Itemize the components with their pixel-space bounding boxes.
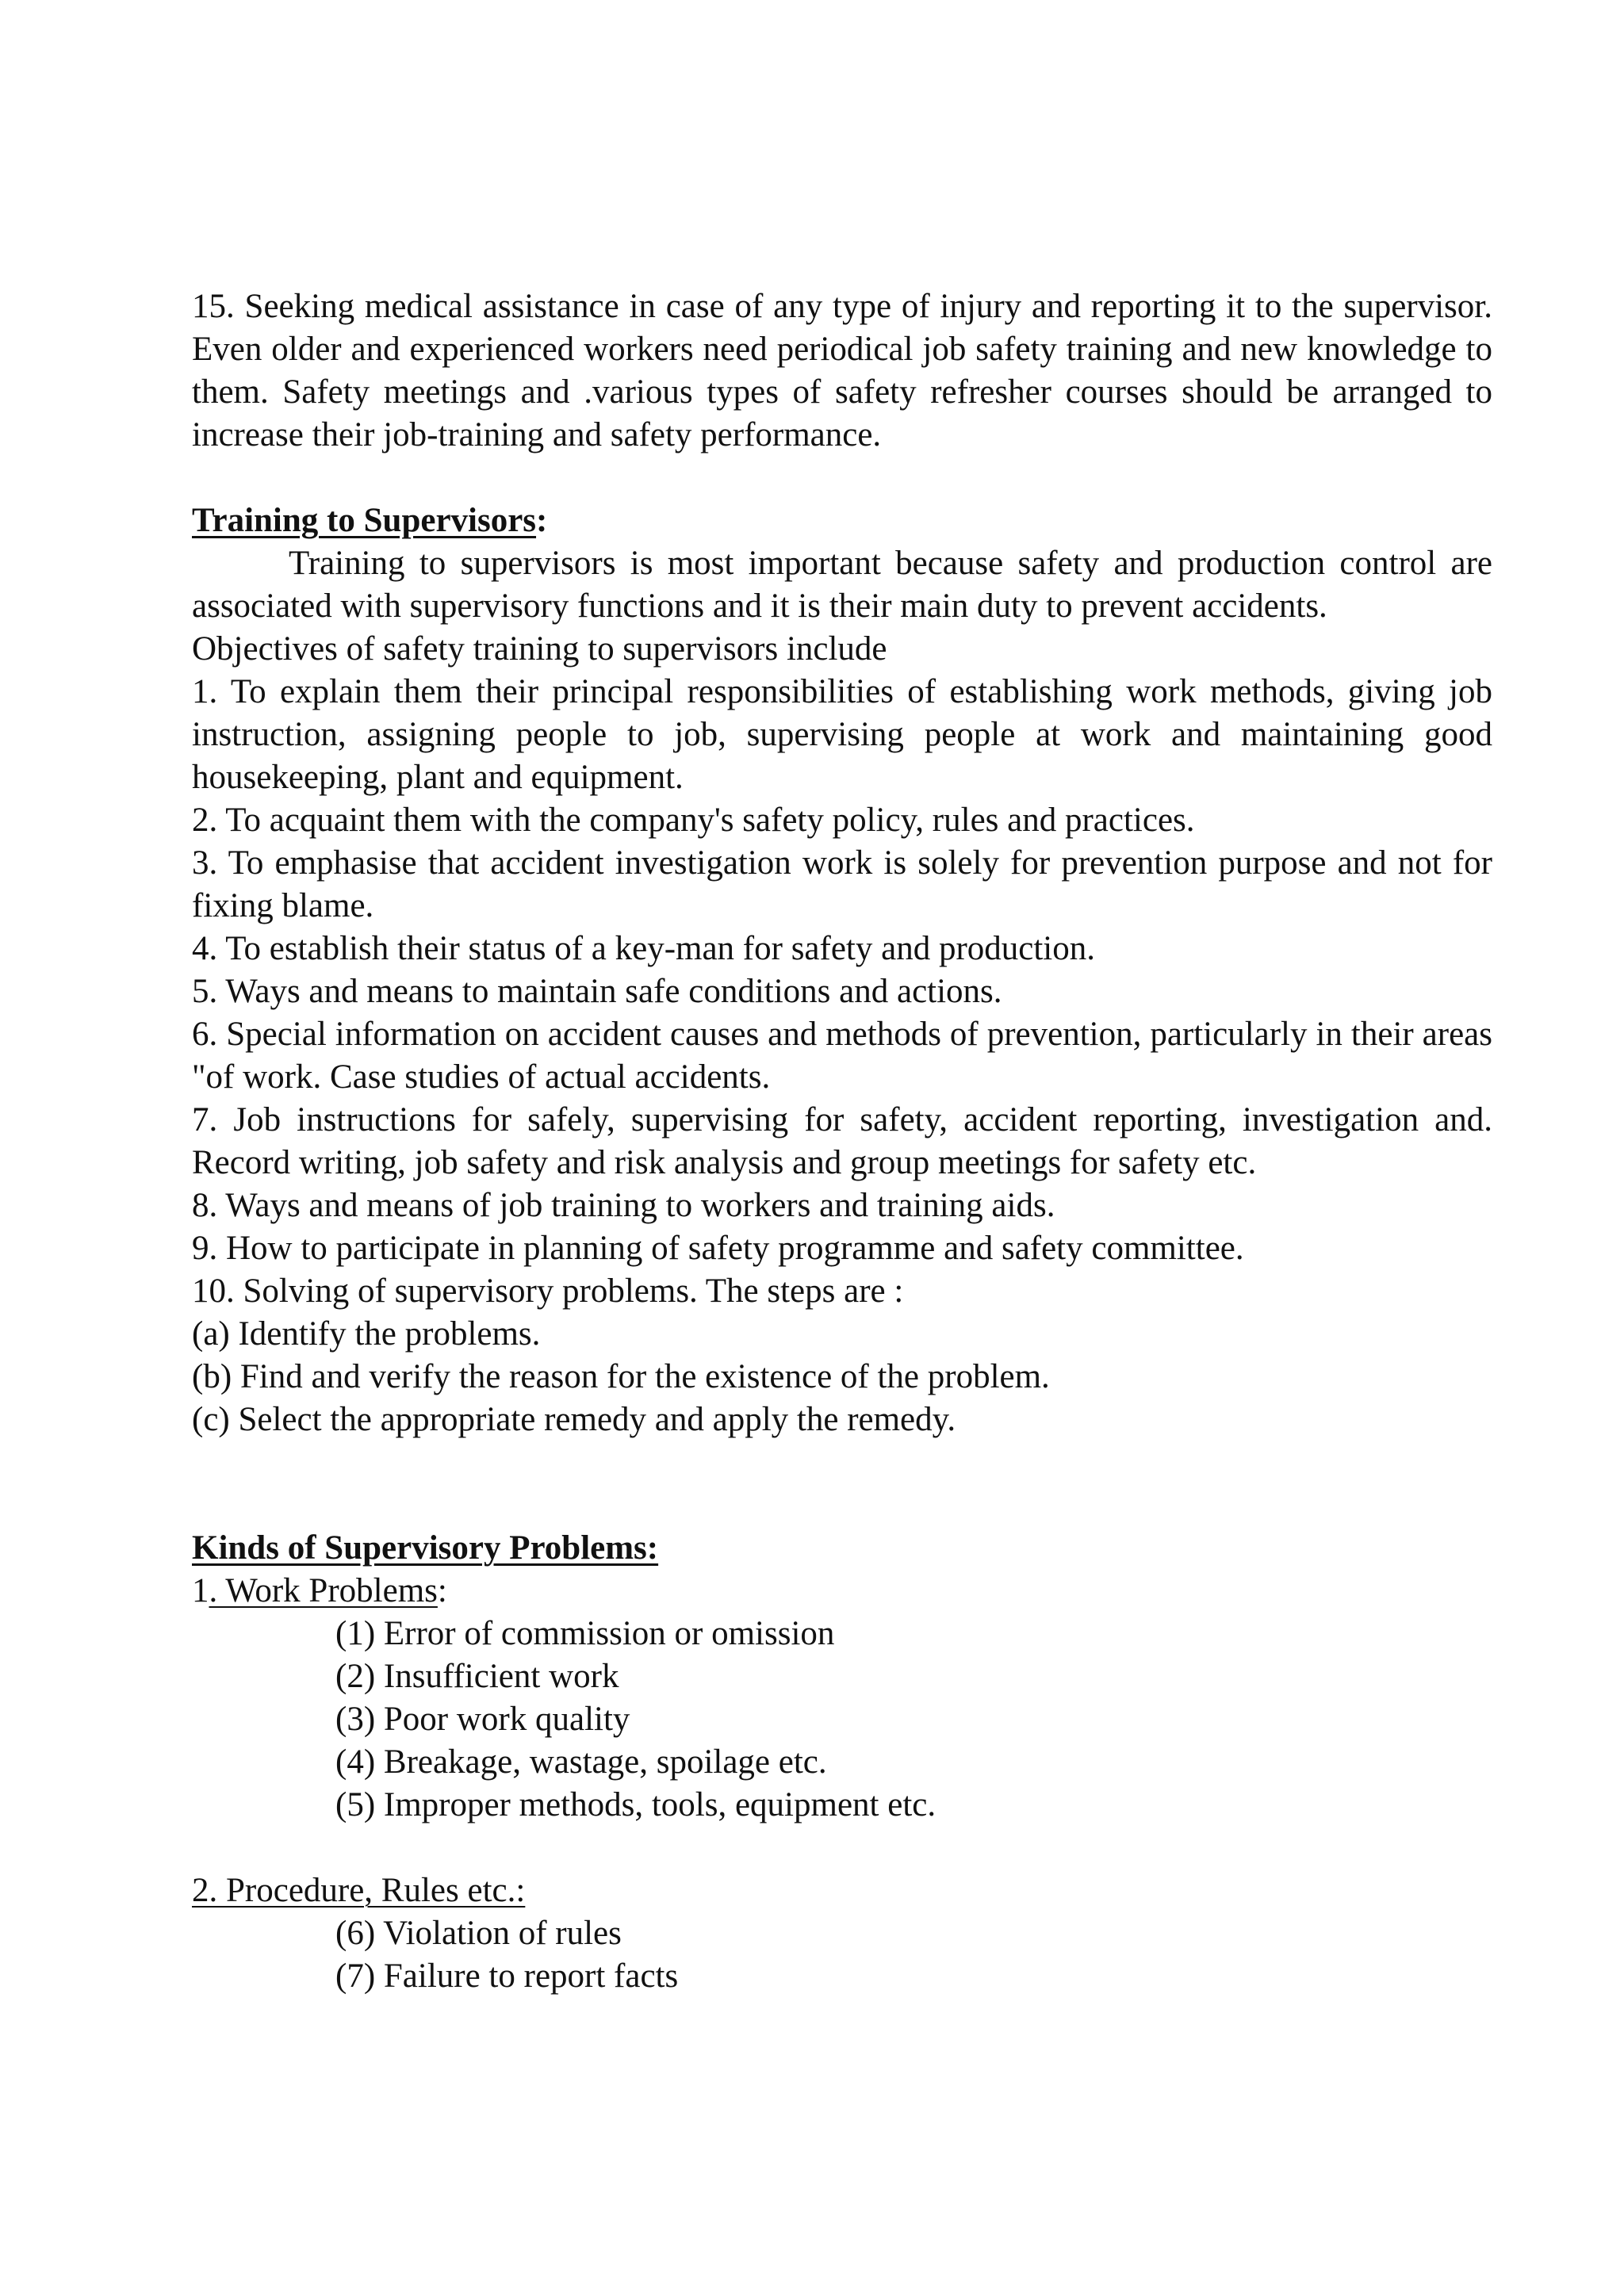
- objective-item: 7. Job instructions for safely, supervising for safety, accident reporting, investigation and. Record writing, job safety and risk analysis and group meetings for safety etc.: [192, 1101, 1492, 1181]
- objective-item: 6. Special information on accident causes and methods of prevention, particularly in their areas "of work. Case studies of actual accidents.: [192, 1016, 1492, 1096]
- work-problems-title: [192, 1570, 1492, 1613]
- objective-item: 4. To establish their status of a key-man for safety and production.: [192, 930, 1095, 967]
- kinds-heading: [192, 1527, 1492, 1570]
- objective-item: 2. To acquaint them with the company's safety policy, rules and practices.: [192, 802, 1195, 839]
- objective-item: 10. Solving of supervisory problems. The steps are :: [192, 1272, 904, 1310]
- objectives-lead: Objectives of safety training to supervisors include: [192, 630, 887, 668]
- objective-item: 1. To explain them their principal responsibilities of establishing work methods, giving job instruction, assigning people to job, supervising people at work and maintaining good housekeeping, plant and equipment.: [192, 673, 1492, 796]
- kinds-heading-text: Kinds of Supervisory Problems:: [192, 1529, 659, 1567]
- spacer: [192, 1441, 1492, 1527]
- training-intro-text: Training to supervisors is most important because safety and production control are associated with supervisory functions and it is their main duty to prevent accidents.: [192, 545, 1492, 625]
- work-problems-number: 1: [192, 1572, 209, 1609]
- work-problems-title-text: . Work Problems: [209, 1572, 438, 1609]
- objective-item: 3. To emphasise that accident investigation work is solely for prevention purpose and not for fixing blame.: [192, 844, 1492, 924]
- work-problem-item: (1) Error of commission or omission: [335, 1615, 835, 1652]
- work-problem-item: (4) Breakage, wastage, spoilage etc.: [335, 1743, 827, 1781]
- step-item: (c) Select the appropriate remedy and apply the remedy.: [192, 1401, 956, 1438]
- procedure-rules-title: [192, 1869, 1492, 1912]
- training-intro: [192, 542, 1492, 671]
- work-problem-item: (5) Improper methods, tools, equipment etc.: [335, 1786, 936, 1823]
- training-heading: [192, 499, 1492, 542]
- objective-item: 8. Ways and means of job training to workers and training aids.: [192, 1187, 1055, 1224]
- step-item: (b) Find and verify the reason for the existence of the problem.: [192, 1358, 1050, 1395]
- work-problems-colon: :: [437, 1572, 447, 1609]
- training-heading-colon: :: [536, 502, 548, 539]
- procedure-rule-item: (7) Failure to report facts: [335, 1957, 679, 1995]
- objective-item: 5. Ways and means to maintain safe conditions and actions.: [192, 973, 1002, 1010]
- spacer: [192, 1827, 1492, 1869]
- objective-item: 9. How to participate in planning of safety programme and safety committee.: [192, 1230, 1244, 1267]
- spacer: [192, 457, 1492, 499]
- training-heading-text: Training to Supervisors: [192, 502, 537, 539]
- procedure-rule-item: (6) Violation of rules: [335, 1915, 622, 1952]
- document-page: [192, 285, 1492, 1998]
- work-problem-item: (3) Poor work quality: [335, 1701, 630, 1738]
- procedure-rules-title-text: 2. Procedure, Rules etc.:: [192, 1872, 526, 1909]
- work-problem-item: (2) Insufficient work: [335, 1658, 619, 1695]
- intro-paragraph: 15. Seeking medical assistance in case of any type of injury and reporting it to the supervisor. Even older and experienced workers need periodical job safety training and new knowledge to them. Safety meetings and .various types of safety refresher courses should be arranged to increase their job-training and safety performance.: [192, 288, 1492, 453]
- step-item: (a) Identify the problems.: [192, 1315, 541, 1353]
